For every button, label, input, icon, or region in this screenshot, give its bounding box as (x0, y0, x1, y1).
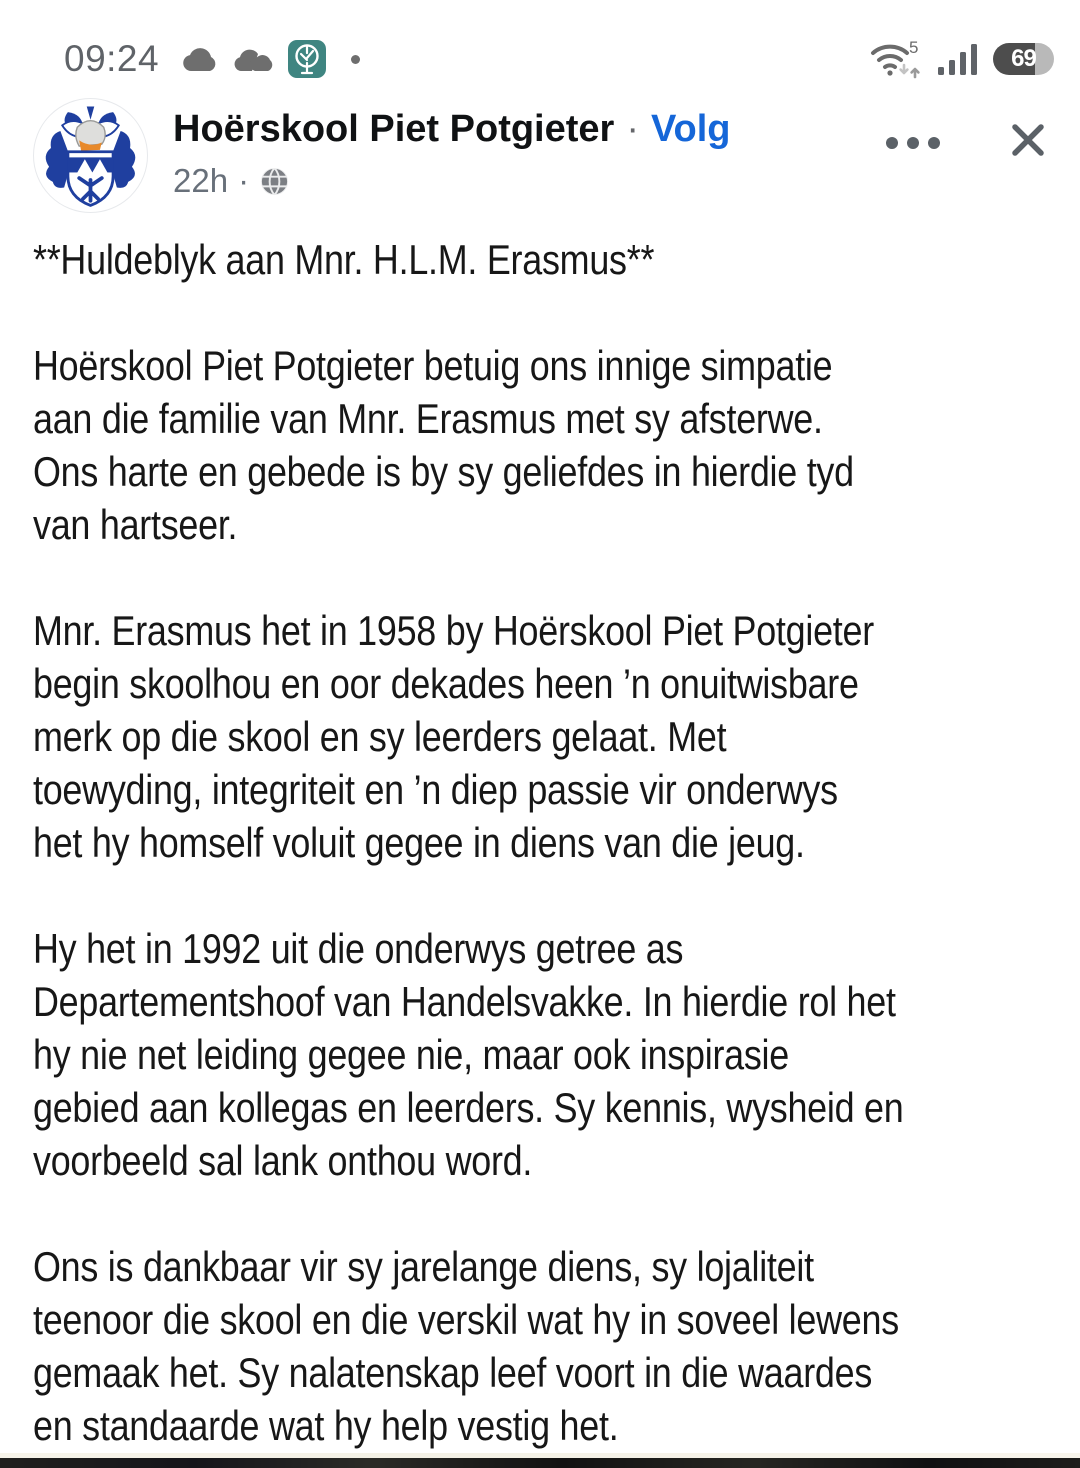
wifi-icon (869, 37, 923, 81)
post-paragraph (33, 604, 1047, 869)
status-bar-notification-icons (181, 39, 360, 79)
post-header-text (173, 98, 731, 200)
post-text-line: het hy homself voluit gegee in diens van die jeug. (33, 819, 805, 866)
close-icon (1004, 116, 1052, 164)
svg-text:5: 5 (909, 38, 919, 57)
post-title-paragraph (33, 233, 1047, 286)
post-text-line: van hartseer. (33, 501, 238, 548)
post-text-line: **Huldeblyk aan Mnr. H.L.M. Erasmus** (33, 236, 655, 283)
post-text-line: Hy het in 1992 uit die onderwys getree as (33, 925, 684, 972)
post-text-line: begin skoolhou en oor dekades heen ’n onuitwisbare (33, 660, 859, 707)
post-text-line: Ons harte en gebede is by sy geliefdes in hierdie tyd (33, 448, 854, 495)
page-name[interactable]: Hoërskool Piet Potgieter (173, 108, 615, 150)
follow-button[interactable]: Volg (650, 108, 731, 150)
clock: 09:24 (64, 38, 160, 79)
post-text-line: gemaak het. Sy nalatenskap leef voort in die waardes (33, 1349, 873, 1396)
post-paragraph (33, 339, 1047, 551)
cellular-signal-icon (936, 41, 980, 77)
post-body (33, 233, 1047, 1452)
post-paragraph (33, 922, 1047, 1187)
post-header-actions (880, 112, 1056, 173)
post-photo-edge[interactable] (0, 1453, 1080, 1468)
more-options-button[interactable] (880, 123, 946, 163)
post-text-line: aan die familie van Mnr. Erasmus met sy afsterwe. (33, 395, 823, 442)
post-text-line: Ons is dankbaar vir sy jarelange diens, sy lojaliteit (33, 1243, 814, 1290)
close-button[interactable] (1000, 112, 1056, 173)
post-text-line: hy nie net leiding gegee nie, maar ook inspirasie (33, 1031, 789, 1078)
post-text-line: merk op die skool en sy leerders gelaat. Met (33, 713, 727, 760)
post-text-line: en standaarde wat hy help vestig het. (33, 1402, 619, 1449)
tree-app-icon (287, 39, 327, 79)
photo-edge-dark (0, 1458, 1080, 1468)
post-paragraph (33, 1240, 1047, 1452)
page-avatar[interactable] (33, 98, 148, 213)
status-bar (0, 0, 1080, 92)
post-timestamp: 22h (173, 162, 229, 199)
post-text-line: gebied aan kollegas en leerders. Sy kennis, wysheid en (33, 1084, 904, 1131)
notification-dot-icon (351, 55, 360, 64)
post-text-line: toewyding, integriteit en ’n diep passie vir onderwys (33, 766, 838, 813)
post-text-line: teenoor die skool en die verskil wat hy in soveel lewens (33, 1296, 899, 1343)
battery-indicator (993, 43, 1054, 75)
title-separator: · (626, 108, 639, 150)
post-text-line: Departementshoof van Handelsvakke. In hierdie rol het (33, 978, 896, 1025)
post-header (0, 98, 1080, 213)
sub-separator: · (238, 162, 250, 199)
clouds-icon (233, 45, 273, 73)
school-crest-icon (34, 99, 147, 212)
post-text-line: voorbeeld sal lank onthou word. (33, 1137, 533, 1184)
post-text-line: Mnr. Erasmus het in 1958 by Hoërskool Piet Potgieter (33, 607, 874, 654)
globe-privacy-icon (259, 166, 290, 197)
status-bar-system-icons (869, 37, 1054, 81)
battery-percent: 69 (1011, 45, 1036, 72)
cloud-icon (181, 45, 219, 73)
post-text-line: Hoërskool Piet Potgieter betuig ons innige simpatie (33, 342, 833, 389)
